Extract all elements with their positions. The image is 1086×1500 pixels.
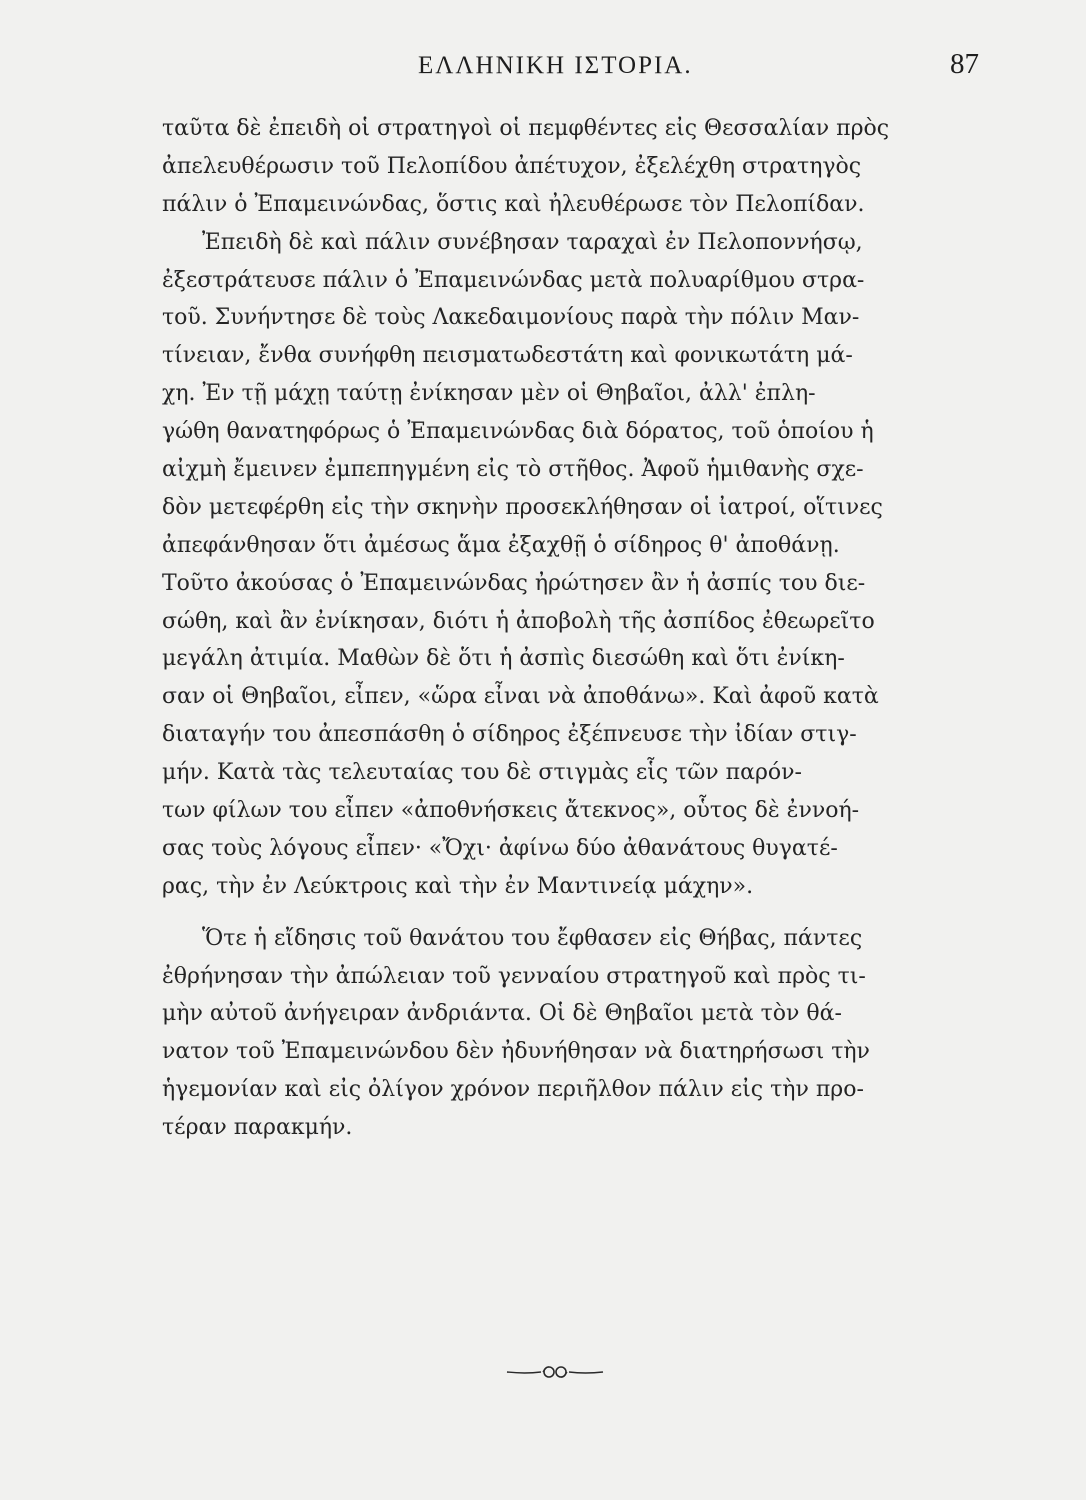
text-line: ταῦτα δὲ ἐπειδὴ οἱ στρατηγοὶ οἱ πεμφθέντες εἰς Θεσσαλίαν πρὸς — [162, 116, 890, 141]
text-line: αἰχμὴ ἔμεινεν ἐμπεπηγμένη εἰς τὸ στῆθος. Ἀφοῦ ἡμιθανὴς σχε- — [162, 457, 864, 483]
text-line: διαταγήν του ἀπεσπάσθη ὁ σίδηρος ἐξέπνευσε τὴν ἰδίαν στιγ- — [162, 722, 857, 748]
text-line: ἐξεστράτευσε πάλιν ὁ Ἐπαμεινώνδας μετὰ πολυαρίθμου στρα- — [162, 267, 865, 293]
text-line: ἐθρήνησαν τὴν ἀπώλειαν τοῦ γενναίου στρατηγοῦ καὶ πρὸς τι- — [162, 963, 866, 989]
text-line: δὸν μετεφέρθη εἰς τὴν σκηνὴν προσεκλήθησαν οἱ ἰατροί, οἵτινες — [162, 494, 883, 520]
text-line: σας τοὺς λόγους εἶπεν· «Ὄχι· ἀφίνω δύο ἀθανάτους θυγατέ- — [162, 835, 838, 861]
text-line: μήν. Κατὰ τὰς τελευταίας του δὲ στιγμὰς εἷς τῶν παρόν- — [162, 760, 802, 786]
text-line: μεγάλη ἀτιμία. Μαθὼν δὲ ὅτι ἡ ἀσπὶς διεσώθη καὶ ὅτι ἐνίκη- — [162, 646, 845, 672]
tailpiece-ornament-icon — [505, 1360, 605, 1384]
text-line: μὴν αὐτοῦ ἀνήγειραν ἀνδριάντα. Οἱ δὲ Θηβαῖοι μετὰ τὸν θά- — [162, 1001, 842, 1027]
page-number: 87 — [950, 48, 979, 80]
text-line: σώθη, καὶ ἂν ἐνίκησαν, διότι ἡ ἀποβολὴ τῆς ἀσπίδος ἐθεωρεῖτο — [162, 608, 875, 634]
text-line: τίνειαν, ἔνθα συνήφθη πεισματωδεστάτη καὶ φονικωτάτη μά- — [162, 343, 853, 369]
text-line: γώθη θανατηφόρως ὁ Ἐπαμεινώνδας διὰ δόρατος, τοῦ ὁποίου ἡ — [162, 419, 874, 445]
text-line: ἀπεφάνθησαν ὅτι ἀμέσως ἅμα ἐξαχθῇ ὁ σίδηρος θ' ἀποθάνῃ. — [162, 532, 840, 558]
page-header — [0, 48, 1086, 88]
text-line: σαν οἱ Θηβαῖοι, εἶπεν, «ὥρα εἶναι νὰ ἀποθάνω». Καὶ ἀφοῦ κατὰ — [162, 684, 879, 710]
text-line: πάλιν ὁ Ἐπαμεινώνδας, ὅστις καὶ ἠλευθέρωσε τὸν Πελοπίδαν. — [162, 191, 865, 217]
text-line: ἀπελευθέρωσιν τοῦ Πελοπίδου ἀπέτυχον, ἐξελέχθη στρατηγὸς — [162, 153, 862, 179]
body-text — [162, 110, 992, 1147]
text-line: ρας, τὴν ἐν Λεύκτροις καὶ τὴν ἐν Μαντινείᾳ μάχην». — [162, 873, 754, 899]
text-line: των φίλων του εἶπεν «ἀποθνήσκεις ἄτεκνος», οὗτος δὲ ἐννοή- — [162, 798, 860, 824]
text-line: Ὅτε ἡ εἴδησις τοῦ θανάτου του ἔφθασεν εἰς Θήβας, πάντες — [202, 925, 863, 951]
text-line: τοῦ. Συνήντησε δὲ τοὺς Λακεδαιμονίους παρὰ τὴν πόλιν Μαν- — [162, 305, 860, 331]
text-line: ἡγεμονίαν καὶ εἰς ὀλίγον χρόνον περιῆλθον πάλιν εἰς τὴν προ- — [162, 1077, 864, 1103]
text-line: νατον τοῦ Ἐπαμεινώνδου δὲν ἠδυνήθησαν νὰ διατηρήσωσι τὴν — [162, 1039, 870, 1065]
text-line: Ἐπειδὴ δὲ καὶ πάλιν συνέβησαν ταραχαὶ ἐν Πελοποννήσῳ, — [202, 229, 863, 255]
text-line: Τοῦτο ἀκούσας ὁ Ἐπαμεινώνδας ἠρώτησεν ἂν ἡ ἀσπίς του διε- — [162, 570, 866, 596]
text-line: τέραν παρακμήν. — [162, 1115, 353, 1141]
text-line: χη. Ἐν τῇ μάχῃ ταύτῃ ἐνίκησαν μὲν οἱ Θηβαῖοι, ἀλλ' ἐπλη- — [162, 381, 816, 407]
running-title: ΕΛΛΗΝΙΚΗ ΙΣΤΟΡΙΑ. — [418, 52, 693, 79]
